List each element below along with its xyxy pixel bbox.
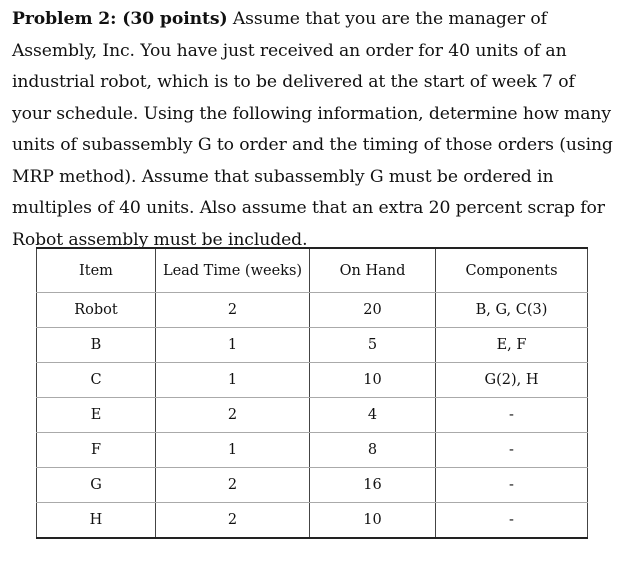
cell-components: B, G, C(3) [436, 293, 588, 328]
cell-lead-time: 2 [156, 293, 310, 328]
cell-on-hand: 10 [310, 363, 436, 398]
problem-text: Assume that you are the manager of Assembly, Inc. You have just received an order for 40 units of an industrial robot, which is to be delivered at the start of week 7 of your schedule. Using the following information, determine how many units of subassembly G to order and the timing of those orders (using MRP method). Assume that subassembly G must be ordered in multiples of 40 units. Also assume that an extra 20 percent scrap for Robot assembly must be included. [12, 9, 613, 250]
cell-components: - [436, 468, 588, 503]
table-row [37, 328, 588, 363]
cell-on-hand: 4 [310, 398, 436, 433]
cell-item: B [37, 328, 156, 363]
problem-heading: Problem 2: (30 points) [12, 9, 228, 29]
table-row [37, 468, 588, 503]
cell-on-hand: 10 [310, 503, 436, 539]
mrp-table [36, 247, 588, 539]
cell-on-hand: 5 [310, 328, 436, 363]
table-header-row [37, 248, 588, 293]
header-components: Components [436, 248, 588, 293]
cell-item: C [37, 363, 156, 398]
cell-components: E, F [436, 328, 588, 363]
header-lead-time: Lead Time (weeks) [156, 248, 310, 293]
cell-item: G [37, 468, 156, 503]
table-row [37, 293, 588, 328]
cell-lead-time: 2 [156, 468, 310, 503]
table-row [37, 503, 588, 539]
table-row [37, 433, 588, 468]
cell-lead-time: 2 [156, 503, 310, 539]
cell-item: E [37, 398, 156, 433]
problem-statement [12, 4, 618, 256]
cell-components: G(2), H [436, 363, 588, 398]
cell-lead-time: 1 [156, 433, 310, 468]
cell-on-hand: 16 [310, 468, 436, 503]
cell-lead-time: 1 [156, 363, 310, 398]
cell-on-hand: 8 [310, 433, 436, 468]
cell-lead-time: 1 [156, 328, 310, 363]
cell-item: Robot [37, 293, 156, 328]
table-row [37, 398, 588, 433]
cell-on-hand: 20 [310, 293, 436, 328]
cell-components: - [436, 398, 588, 433]
table-row [37, 363, 588, 398]
cell-components: - [436, 503, 588, 539]
cell-components: - [436, 433, 588, 468]
cell-lead-time: 2 [156, 398, 310, 433]
cell-item: F [37, 433, 156, 468]
cell-item: H [37, 503, 156, 539]
header-on-hand: On Hand [310, 248, 436, 293]
header-item: Item [37, 248, 156, 293]
